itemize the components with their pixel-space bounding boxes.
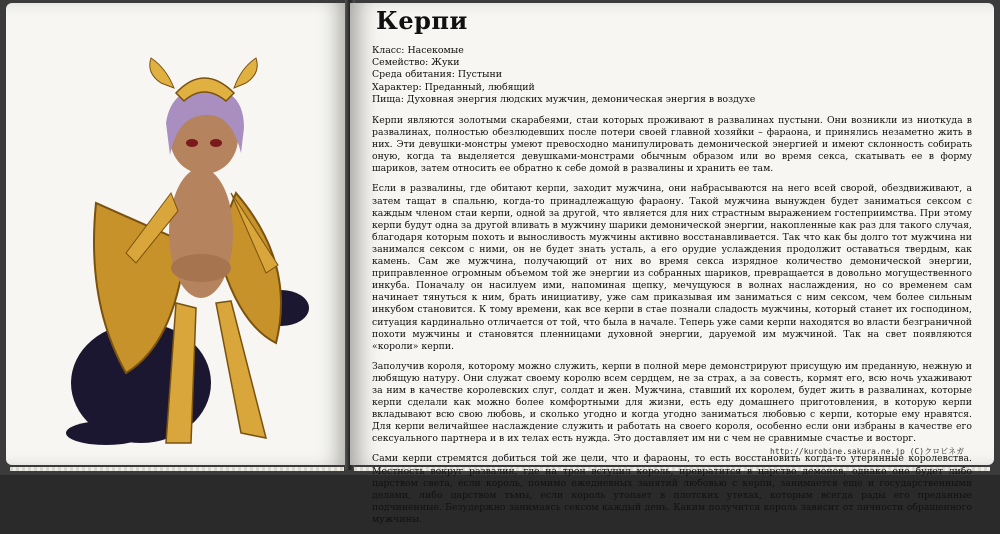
stat-habitat: Среда обитания: Пустыни	[372, 69, 503, 81]
description-paragraph: Керпи являются золотыми скарабеями, стаи которых проживают в развалинах пустыни. Они возникли из ниоткуда в развалинах, полностью обезлюдевших после потери своей главной хозяйки – фараона, и принялись незаметно жить в них. Эти девушки-монстры умеют превосходно манипулировать демонической энергией и имеют склонность собирать оную, когда та выделяется девушками-монстрами обычным образом или во время секса, скатывать ее в форму шариков, затем относить ее обратно к себе домой в развалины и хранить ее там.	[372, 115, 972, 175]
page-edge	[10, 467, 344, 471]
stat-character: Характер: Преданный, любящий	[372, 81, 535, 93]
monster-girl-illustration	[66, 43, 336, 458]
stat-food: Пища: Духовная энергия людских мужчин, демоническая энергия в воздухе	[372, 93, 756, 105]
description-paragraph: Заполучив короля, которому можно служить, керпи в полной мере демонстрируют присущую им преданную, нежную и любящую натуру. Они служат своему королю всем сердцем, не за страх, а за совесть, кормят его, всю ночь ухаживают за ним в качестве королевских слуг, солдат и жен. Мужчина, ставший их королем, будет жить в развалинах, которые керпи сделали как можно более комфортными для жизни, есть еду домашнего приготовления, в которую керпи вкладывают всю свою любовь, и сколько угодно и когда угодно заниматься любовью с керпи, которые ему нравятся. Для керпи величайшее наслаждение служить и работать на своего короля, особенно если они избраны в качестве его сексуального партнера и в их телах есть нужда. Это доставляет им ни с чем не сравнимые счастье и восторг.	[372, 360, 972, 445]
stat-class: Класс: Насекомые	[372, 45, 464, 56]
entry-title: Керпи	[376, 6, 468, 35]
description-paragraph: Сами керпи стремятся добиться той же цели, что и фараоны, то есть восстановить когда-то утерянные королевства. Местность вокруг развалин, где на трон вступил король, превратится в царство демонов, однако оно будет либо царством света, если король, помимо ежедневных занятий любовью с керпи, занимается еще и государственными делами, либо царством тьмы, если король утопает в плотских утехах, которым всегда рады его преданные подчиненные. Безудержно занимаясь сексом каждый день. Каким получится король зависит от личности обращенного мужчины.	[372, 453, 972, 525]
description-paragraph: Если в развалины, где обитают керпи, заходит мужчина, они набрасываются на него всей сворой, обездвиживают, а затем тащат в спальню, когда-то принадлежащую фараону. Такой мужчина вынужден будет заниматься сексом с каждым членом стаи керпи, одной за другой, что является для них страстным выражением гостеприимства. При этому керпи будут одна за другой вливать в мужчину шарики демонической энергии, накопленные как раз для такого случая, благодаря которым похоть и выносливость мужчины активно восстанавливается. Так что как бы долго тот мужчина ни занимался сексом с ними, он не будет знать усталь, а его орудие услаждения продолжит оставаться твердым, как камень. Сам же мужчина, получающий от них во время секса изрядное количество демонической энергии, приправленное огромным объемом той же энергии из собранных шариков, превращается в довольно могущественного инкуба. Поначалу он насилуем ими, напоминая щепку, мечущуюся в волнах наслаждения, но со временем сам начинает тянуться к ним, брать инициативу, уже сам приказывая им заниматься с ним сексом, чем более сильным инкубом становится. К тому времени, как все керпи в стае познали сладость мужчины, который станет их господином, ситуация кардинально отличается от той, что была в начале. Теперь уже сами керпи находятся во власти безграничной похоти мужчины и становятся пленницами духовной энергии, даруемой им мужчиной. Так на свет появляются «короли» керпи.	[372, 183, 972, 352]
stat-family: Семейство: Жуки	[372, 57, 460, 69]
left-page	[6, 3, 348, 465]
stat-block	[372, 45, 972, 106]
site-credit: http://kurobine.sakura.ne.jp (C)クロビネガ	[770, 447, 965, 456]
